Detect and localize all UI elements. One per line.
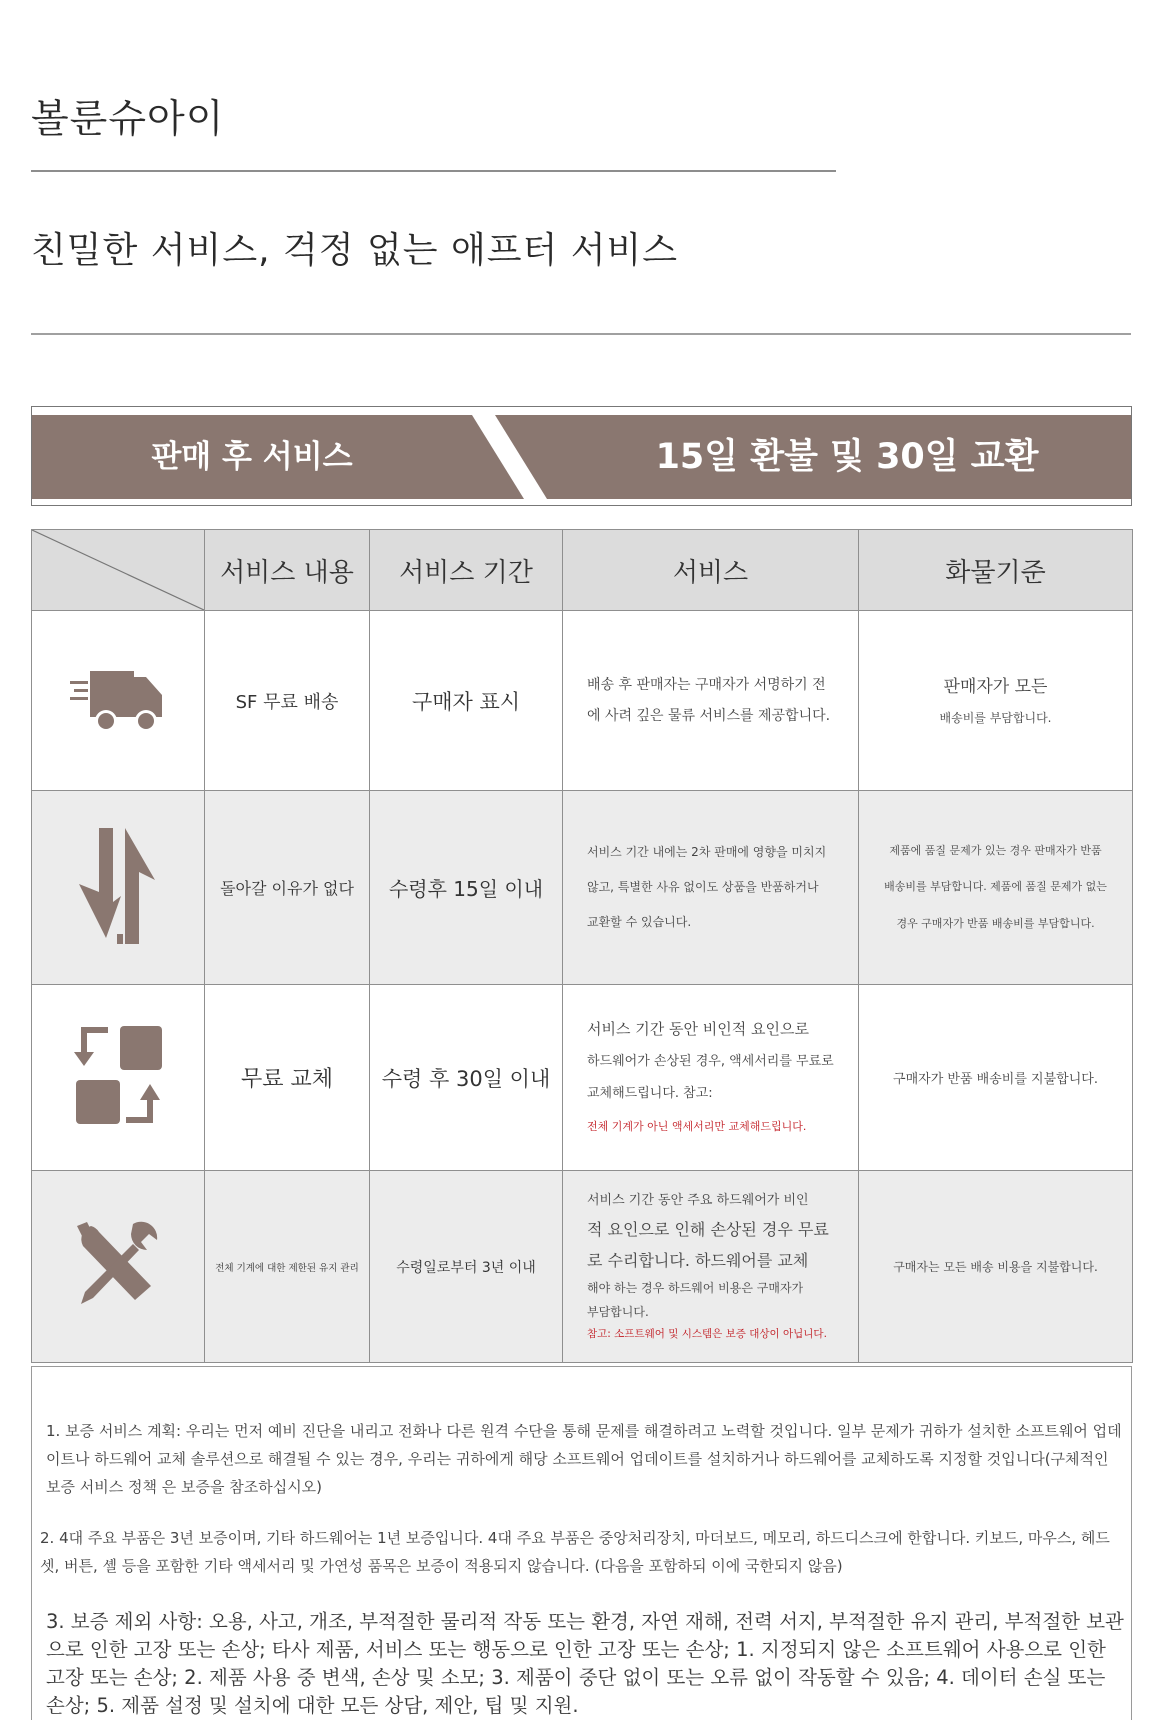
service-line: 적 요인으로 인해 손상된 경우 무료 (587, 1219, 829, 1239)
period-cell: 수령 후 30일 이내 (370, 985, 563, 1171)
content-cell: 돌아갈 이유가 없다 (205, 791, 370, 985)
period-cell: 수령일로부터 3년 이내 (370, 1171, 563, 1363)
delivery-truck-icon (68, 659, 168, 739)
header-service: 서비스 (563, 530, 859, 611)
header-period: 서비스 기간 (370, 530, 563, 611)
note-1: 1. 보증 서비스 계획: 우리는 먼저 예비 진단을 내리고 전화나 다른 원격 수단을 통해 문제를 해결하려고 노력할 것입니다. 일부 문제가 귀하가 설치한 소프트웨어 업데이트나 하드웨어 교체 솔루션으로 해결될 수 있는 경우, 우리는 귀하에게 해당 소프트웨어 업데이트를 설치하거나 하드웨어를 교체하도록 지정할 것입니다(구체적인 보증 서비스 정책 은 보증을 참조하십시오) (46, 1422, 1122, 1496)
header-content: 서비스 내용 (205, 530, 370, 611)
brand-name: 볼룬슈아이 (31, 97, 225, 142)
service-line: 해야 하는 경우 하드웨어 비용은 구매자가 (587, 1281, 804, 1296)
service-note: 참고: 소프트웨어 및 시스템은 보증 대상이 아닙니다. (587, 1328, 827, 1341)
return-arrows-icon (73, 826, 163, 946)
table-row (32, 611, 1133, 791)
note-3: 3. 보증 제외 사항: 오용, 사고, 개조, 부적절한 물리적 작동 또는 환경, 자연 재해, 전력 서지, 부적절한 유지 관리, 부적절한 보관으로 인한 고장 또는 손상; 타사 제품, 서비스 또는 행동으로 인한 고장 또는 손상; 1. 지정되지 않은 소프트웨어 사용으로 인한 고장 또는 손상; 2. 제품 사용 중 변색, 손상 및 소모; 3. 제품이 중단 없이 또는 오류 없이 작동할 수 있음; 4. 데이터 손실 또는 손상; 5. 제품 설정 및 설치에 대한 모든 상담, 제안, 팁 및 지원. (46, 1610, 1124, 1717)
repair-tools-icon (73, 1220, 163, 1310)
icon-cell (32, 791, 205, 985)
service-line: 서비스 기간 동안 주요 하드웨어가 비인 (587, 1192, 809, 1208)
banner-left-title: 판매 후 서비스 (151, 439, 353, 475)
service-table (31, 529, 1133, 1363)
table-row (32, 1171, 1133, 1363)
service-cell (563, 611, 859, 791)
service-line: 교환할 수 있습니다. (587, 914, 692, 929)
note-2: 2. 4대 주요 부품은 3년 보증이며, 기타 하드웨어는 1년 보증입니다. 4대 주요 부품은 중앙처리장치, 마더보드, 메모리, 하드디스크에 한합니다. 키보드, 마우스, 헤드셋, 버튼, 셸 등을 포함한 기타 액세서리 및 가연성 품목은 보증이 적용되지 않습니다. (다음을 포함하되 이에 국한되지 않음) (40, 1529, 1110, 1575)
table-row (32, 985, 1133, 1171)
divider (31, 333, 1131, 335)
service-line: 로 수리합니다. 하드웨어를 교체 (587, 1250, 809, 1270)
divider (31, 170, 836, 172)
service-note: 전체 기계가 아닌 액세서리만 교체해드립니다. (587, 1119, 807, 1133)
cargo-line: 판매자가 모든 (943, 677, 1048, 698)
service-cell (563, 985, 859, 1171)
service-line: 서비스 기간 동안 비인적 요인으로 (587, 1019, 809, 1038)
banner-right-title: 15일 환불 및 30일 교환 (655, 437, 1039, 477)
service-line: 교체해드립니다. 참고: (587, 1086, 713, 1102)
cargo-line: 제품에 품질 문제가 있는 경우 판매자가 반품 (889, 844, 1102, 858)
service-line: 에 사려 깊은 물류 서비스를 제공합니다. (587, 707, 831, 724)
cargo-cell (859, 1171, 1133, 1363)
service-line: 서비스 기간 내에는 2차 판매에 영향을 미치지 (587, 845, 827, 860)
service-cell (563, 791, 859, 985)
icon-cell (32, 611, 205, 791)
cargo-cell (859, 791, 1133, 985)
cargo-line: 경우 구매자가 반품 배송비를 부담합니다. (896, 916, 1095, 930)
header-cargo: 화물기준 (859, 530, 1133, 611)
cargo-line: 배송비를 부담합니다. (939, 710, 1052, 725)
service-cell (563, 1171, 859, 1363)
header-corner (32, 530, 205, 611)
table-row (32, 791, 1133, 985)
exchange-blocks-icon (68, 1022, 168, 1130)
service-banner (31, 406, 1132, 506)
icon-cell (32, 1171, 205, 1363)
table-header-row (32, 530, 1133, 611)
content-cell: 전체 기계에 대한 제한된 유지 관리 (205, 1171, 370, 1363)
period-cell: 구매자 표시 (370, 611, 563, 791)
cargo-line: 구매자는 모든 배송 비용을 지불합니다. (893, 1260, 1098, 1274)
service-line: 부담합니다. (587, 1305, 649, 1320)
warranty-notes (31, 1366, 1132, 1720)
cargo-line: 구매자가 반품 배송비를 지불합니다. (893, 1072, 1098, 1087)
cargo-line: 배송비를 부담합니다. 제품에 품질 문제가 없는 (884, 880, 1107, 894)
content-cell: 무료 교체 (205, 985, 370, 1171)
service-line: 않고, 특별한 사유 없이도 상품을 반품하거나 (587, 880, 819, 895)
period-cell: 수령후 15일 이내 (370, 791, 563, 985)
service-line: 하드웨어가 손상된 경우, 액세서리를 무료로 (587, 1053, 834, 1069)
icon-cell (32, 985, 205, 1171)
cargo-cell (859, 611, 1133, 791)
diagonal-line (32, 530, 204, 610)
page-title: 친밀한 서비스, 걱정 없는 애프터 서비스 (31, 230, 679, 271)
service-line: 배송 후 판매자는 구매자가 서명하기 전 (587, 676, 826, 693)
content-cell: SF 무료 배송 (205, 611, 370, 791)
cargo-cell (859, 985, 1133, 1171)
